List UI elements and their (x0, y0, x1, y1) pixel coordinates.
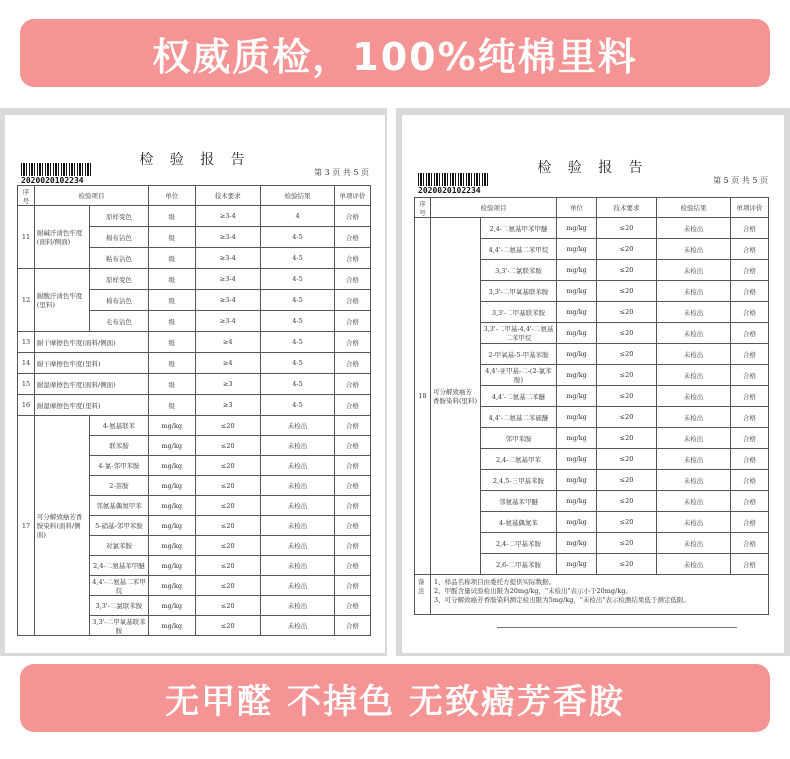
table-cell: 5-硝基-邻甲苯胺 (89, 516, 148, 536)
table-cell: mg/kg (557, 533, 597, 554)
table-cell: 合格 (335, 290, 371, 311)
table-cell: ≤20 (597, 281, 657, 302)
table-cell: ≤20 (597, 323, 657, 344)
header-cell: 技术要求 (195, 186, 261, 206)
table-cell: 未检出 (657, 512, 731, 533)
report-sheet-left (5, 115, 385, 653)
table-cell: ≤20 (597, 533, 657, 554)
table-cell: mg/kg (557, 281, 597, 302)
table-cell: mg/kg (557, 449, 597, 470)
table-cell: 合格 (731, 449, 769, 470)
table-cell: 4-氯-邻甲苯胺 (89, 456, 148, 476)
table-cell: 合格 (731, 470, 769, 491)
table-cell: 合格 (731, 491, 769, 512)
table-cell: 4-5 (261, 353, 335, 374)
table-cell: 未检出 (657, 428, 731, 449)
table-cell: ≥3-4 (195, 227, 261, 248)
item-number: 14 (18, 353, 35, 374)
header-cell: 序号 (18, 186, 35, 206)
table-cell: mg/kg (557, 428, 597, 449)
table-cell: 未检出 (657, 470, 731, 491)
table-cell: ≤20 (195, 576, 261, 596)
table-cell: 未检出 (657, 449, 731, 470)
table-row (415, 575, 769, 615)
table-cell: mg/kg (557, 302, 597, 323)
report-title: 检 验 报 告 (139, 152, 251, 168)
table-cell: ≤20 (597, 302, 657, 323)
table-cell: ≤20 (195, 476, 261, 496)
table-cell: 未检出 (657, 281, 731, 302)
table-cell: 合格 (731, 428, 769, 449)
item-group-name: 可分解致癌芳香胺染料(面料/侧面) (34, 416, 89, 636)
item-number: 11 (18, 206, 35, 269)
table-cell: 合格 (335, 227, 371, 248)
table-cell: 4-5 (261, 227, 335, 248)
table-cell: ≥3-4 (195, 269, 261, 290)
table-cell: 2,4-二氨基甲苯 (481, 449, 557, 470)
table-cell: 4-5 (261, 311, 335, 332)
report-code: 2020020102234 (418, 186, 481, 195)
table-cell: ≤20 (195, 496, 261, 516)
table-cell: 合格 (335, 496, 371, 516)
table-cell: mg/kg (149, 516, 196, 536)
note-line: 3、可分解致癌芳香胺染料测定检出限为5mg/kg，"未检出"表示检测结果低于测定低限。 (434, 596, 690, 604)
table-cell: ≥3-4 (195, 206, 261, 227)
table-cell: 合格 (335, 516, 371, 536)
table-cell: ≤20 (597, 449, 657, 470)
item-number: 17 (18, 416, 35, 636)
table-cell: 未检出 (261, 536, 335, 556)
table-cell: 合格 (335, 269, 371, 290)
table-header-row (18, 186, 371, 206)
notes-cell (431, 575, 769, 615)
table-cell: 合格 (335, 248, 371, 269)
item-name: 耐湿摩擦色牢度(里料) (34, 395, 148, 416)
table-cell: 3,3'-二甲氧基联苯胺 (481, 281, 557, 302)
table-cell: 未检出 (261, 616, 335, 636)
table-row (18, 416, 371, 436)
table-cell: 合格 (731, 554, 769, 575)
inspection-table-right (414, 197, 769, 615)
table-cell: 未检出 (261, 416, 335, 436)
table-cell: ≤20 (597, 344, 657, 365)
table-cell: ≤20 (195, 516, 261, 536)
table-cell: 未检出 (657, 323, 731, 344)
table-cell: 4,4'-亚甲基-二-(2-氯苯胺) (481, 365, 557, 386)
table-cell: 合格 (335, 311, 371, 332)
table-cell: 粘布沾色 (89, 248, 148, 269)
table-cell: 合格 (335, 576, 371, 596)
table-cell: ≤20 (597, 260, 657, 281)
table-cell: ≥3 (195, 374, 261, 395)
table-cell: 未检出 (261, 516, 335, 536)
table-row (18, 332, 371, 353)
table-cell: 级 (149, 353, 196, 374)
report-photo-left (0, 108, 387, 656)
item-number: 12 (18, 269, 35, 332)
table-cell: ≥4 (195, 332, 261, 353)
table-cell: 4,4'-二氨基二苯甲烷 (481, 239, 557, 260)
table-cell: 级 (149, 227, 196, 248)
table-cell: 未检出 (657, 491, 731, 512)
table-cell: 未检出 (657, 302, 731, 323)
table-cell: 级 (149, 395, 196, 416)
table-cell: ≤20 (597, 554, 657, 575)
table-cell: 2-萘胺 (89, 476, 148, 496)
table-cell: 合格 (731, 386, 769, 407)
table-cell: 3,3'-二甲氧基联苯胺 (89, 616, 148, 636)
table-cell: 未检出 (261, 556, 335, 576)
table-cell: 合格 (335, 395, 371, 416)
table-cell: 4-氨基偶氮苯 (481, 512, 557, 533)
table-cell: 合格 (335, 616, 371, 636)
table-row (415, 218, 769, 239)
table-cell: 4-5 (261, 248, 335, 269)
header-cell: 单位 (149, 186, 196, 206)
report-code: 2020020102234 (21, 176, 84, 185)
header-cell: 检验项目 (431, 198, 557, 218)
table-row (18, 269, 371, 290)
table-cell: mg/kg (557, 260, 597, 281)
table-cell: mg/kg (557, 554, 597, 575)
table-cell: 2,4-二氨基苯甲醚 (89, 556, 148, 576)
table-cell: 4-5 (261, 290, 335, 311)
table-cell: 邻氨基苯甲醚 (481, 491, 557, 512)
table-cell: 2,4,5-三甲基苯胺 (481, 470, 557, 491)
table-cell: 合格 (731, 344, 769, 365)
table-cell: 合格 (731, 365, 769, 386)
header-cell: 技术要求 (597, 198, 657, 218)
item-number: 13 (18, 332, 35, 353)
table-cell: 合格 (335, 456, 371, 476)
table-cell: 合格 (335, 436, 371, 456)
table-cell: ≤20 (597, 491, 657, 512)
table-cell: 毛布沾色 (89, 311, 148, 332)
item-name: 耐干摩擦色牢度(面料/侧面) (34, 332, 148, 353)
table-cell: ≤20 (597, 512, 657, 533)
table-cell: mg/kg (149, 576, 196, 596)
report-sheet-right (402, 115, 784, 653)
table-cell: 合格 (731, 239, 769, 260)
table-cell: ≤20 (195, 456, 261, 476)
table-cell: mg/kg (557, 323, 597, 344)
top-banner (20, 19, 770, 87)
report-title: 检 验 报 告 (537, 160, 649, 176)
table-cell: 未检出 (657, 260, 731, 281)
table-cell: 棉布沾色 (89, 290, 148, 311)
table-cell: 未检出 (657, 386, 731, 407)
table-cell: ≥3 (195, 395, 261, 416)
table-cell: ≥3-4 (195, 248, 261, 269)
header-cell: 单项评价 (731, 198, 769, 218)
header-cell: 检验结果 (657, 198, 731, 218)
table-cell: 未检出 (261, 456, 335, 476)
table-cell: mg/kg (149, 436, 196, 456)
table-cell: ≤20 (195, 436, 261, 456)
table-cell: mg/kg (557, 386, 597, 407)
table-row (18, 374, 371, 395)
table-cell: 级 (149, 248, 196, 269)
table-cell: 合格 (731, 533, 769, 554)
table-cell: ≤20 (597, 428, 657, 449)
table-cell: 棉布沾色 (89, 227, 148, 248)
item-number: 15 (18, 374, 35, 395)
table-cell: mg/kg (557, 407, 597, 428)
item-group-name: 耐酸汗渍色牢度(里料) (34, 269, 89, 332)
table-cell: 合格 (335, 536, 371, 556)
table-cell: 级 (149, 290, 196, 311)
table-cell: 4,4'-二氨基二苯硫醚 (481, 407, 557, 428)
table-cell: 4-5 (261, 332, 335, 353)
table-cell: mg/kg (149, 536, 196, 556)
table-cell: 合格 (335, 353, 371, 374)
table-cell: mg/kg (149, 416, 196, 436)
table-header-row (415, 198, 769, 218)
table-cell: 对氯苯胺 (89, 536, 148, 556)
table-cell: 未检出 (657, 365, 731, 386)
table-cell: 未检出 (657, 407, 731, 428)
table-cell: 2-甲氧基-5-甲基苯胺 (481, 344, 557, 365)
table-row (18, 395, 371, 416)
header-cell: 检验结果 (261, 186, 335, 206)
table-cell: 未检出 (261, 596, 335, 616)
table-cell: mg/kg (149, 616, 196, 636)
table-cell: mg/kg (557, 512, 597, 533)
table-cell: 未检出 (261, 476, 335, 496)
table-cell: ≥3-4 (195, 290, 261, 311)
table-cell: 原样变色 (89, 206, 148, 227)
table-cell: 邻氨基偶氮甲苯 (89, 496, 148, 516)
table-cell: mg/kg (149, 556, 196, 576)
table-cell: 4-5 (261, 269, 335, 290)
header-cell: 序号 (415, 198, 431, 218)
table-cell: 3,3'-二甲基-4,4'-二氨基二苯甲烷 (481, 323, 557, 344)
item-group-name: 可分解致癌芳香胺染料(里料) (431, 218, 481, 575)
note-line: 1、样品名称项目由委托方提供实际数据。 (434, 578, 556, 586)
table-cell: 合格 (731, 302, 769, 323)
table-row (18, 206, 371, 227)
table-cell: 4-氨基联苯 (89, 416, 148, 436)
table-cell: 4,4'-二氨基二苯醚 (481, 386, 557, 407)
table-cell: 合格 (731, 323, 769, 344)
table-cell: ≥4 (195, 353, 261, 374)
table-cell: ≥3-4 (195, 311, 261, 332)
table-cell: 合格 (335, 206, 371, 227)
item-group-name: 耐碱汗渍色牢度(面料/侧面) (34, 206, 89, 269)
table-cell: 合格 (731, 512, 769, 533)
table-cell: 3,3'-二氯联苯胺 (481, 260, 557, 281)
report-photo-right (396, 108, 790, 656)
table-cell: 3,3'-二氯联苯胺 (89, 596, 148, 616)
table-cell: 合格 (335, 596, 371, 616)
table-cell: 级 (149, 374, 196, 395)
item-name: 耐湿摩擦色牢度(面料/侧面) (34, 374, 148, 395)
table-cell: 未检出 (261, 436, 335, 456)
table-cell: 未检出 (657, 533, 731, 554)
bottom-banner-text: 无甲醛 不掉色 无致癌芳香胺 (165, 681, 625, 722)
table-cell: 未检出 (657, 239, 731, 260)
table-row (18, 353, 371, 374)
bottom-banner (20, 664, 770, 732)
table-cell: 原样变色 (89, 269, 148, 290)
table-cell: 合格 (731, 218, 769, 239)
table-cell: 未检出 (261, 496, 335, 516)
table-cell: 2,4-二甲基苯胺 (481, 533, 557, 554)
table-cell: 合格 (731, 260, 769, 281)
note-line: 2、甲醛含量试验检出限为20mg/kg，"未检出"表示小于20mg/kg。 (434, 587, 632, 595)
table-cell: ≤20 (195, 616, 261, 636)
notes-label: 备注 (415, 575, 431, 615)
item-name: 耐干摩擦色牢度(里料) (34, 353, 148, 374)
table-cell: ≤20 (597, 218, 657, 239)
table-cell: 邻甲苯胺 (481, 428, 557, 449)
page-number: 第 5 页 共 5 页 (713, 176, 768, 185)
table-cell: ≤20 (597, 386, 657, 407)
table-cell: 4 (261, 206, 335, 227)
signature-line (497, 627, 737, 628)
table-cell: mg/kg (557, 239, 597, 260)
table-cell: 合格 (335, 416, 371, 436)
top-banner-text: 权威质检，100%纯棉里料 (152, 34, 638, 79)
page-number: 第 3 页 共 5 页 (314, 168, 369, 177)
table-cell: ≤20 (195, 536, 261, 556)
table-cell: mg/kg (149, 476, 196, 496)
table-cell: mg/kg (557, 491, 597, 512)
table-cell: 未检出 (657, 218, 731, 239)
table-cell: mg/kg (149, 456, 196, 476)
table-cell: ≤20 (597, 407, 657, 428)
header-cell: 单项评价 (335, 186, 371, 206)
table-cell: 合格 (335, 332, 371, 353)
table-cell: 合格 (335, 556, 371, 576)
table-cell: mg/kg (557, 365, 597, 386)
table-cell: 级 (149, 269, 196, 290)
header-cell: 单位 (557, 198, 597, 218)
table-cell: 4,4'-二氨基二苯甲烷 (89, 576, 148, 596)
item-number: 16 (18, 395, 35, 416)
table-cell: 4-5 (261, 395, 335, 416)
table-cell: 合格 (335, 374, 371, 395)
table-cell: mg/kg (149, 496, 196, 516)
table-cell: 合格 (731, 407, 769, 428)
item-number: 18 (415, 218, 431, 575)
table-cell: 2,4-二氨基甲苯甲醚 (481, 218, 557, 239)
table-cell: mg/kg (149, 596, 196, 616)
table-cell: 级 (149, 206, 196, 227)
inspection-table-left (17, 185, 371, 636)
header-cell: 检验项目 (34, 186, 148, 206)
table-cell: 合格 (731, 281, 769, 302)
table-cell: ≤20 (195, 556, 261, 576)
table-cell: 未检出 (657, 344, 731, 365)
table-cell: 联苯胺 (89, 436, 148, 456)
table-cell: ≤20 (597, 365, 657, 386)
table-cell: 级 (149, 311, 196, 332)
table-cell: ≤20 (195, 416, 261, 436)
table-cell: 级 (149, 332, 196, 353)
table-cell: 未检出 (657, 554, 731, 575)
table-cell: 未检出 (261, 576, 335, 596)
table-cell: mg/kg (557, 218, 597, 239)
table-cell: ≤20 (597, 239, 657, 260)
table-cell: 3,3'-二甲基联苯胺 (481, 302, 557, 323)
table-cell: ≤20 (597, 470, 657, 491)
table-cell: 合格 (335, 476, 371, 496)
table-cell: 4-5 (261, 374, 335, 395)
table-cell: mg/kg (557, 470, 597, 491)
table-cell: ≤20 (195, 596, 261, 616)
table-cell: mg/kg (557, 344, 597, 365)
table-cell: 2,6-二甲基苯胺 (481, 554, 557, 575)
